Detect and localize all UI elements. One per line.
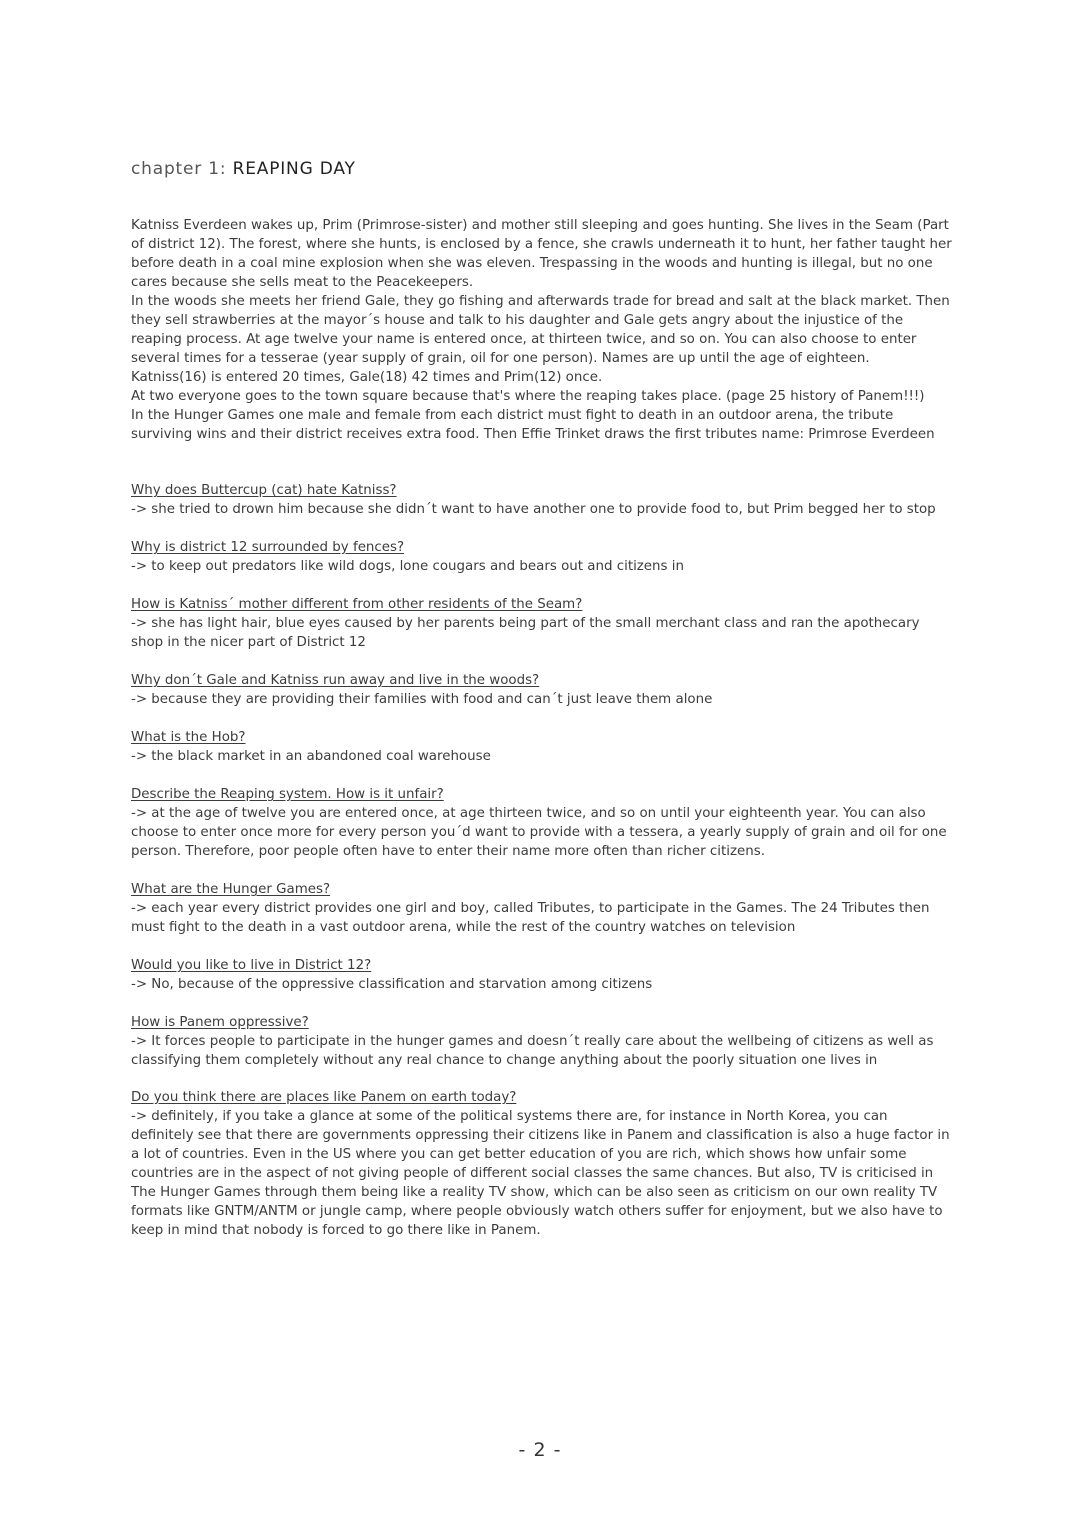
question: Describe the Reaping system. How is it unfair?: [131, 787, 444, 802]
chapter-heading: [131, 159, 356, 179]
answer: -> each year every district provides one girl and boy, called Tributes, to participate in the Games. The 24 Tributes then must fight to the death in a vast outdoor arena, while the rest of the country watches on television: [131, 901, 930, 935]
chapter-heading-prefix: chapter 1:: [131, 159, 233, 179]
answer: -> the black market in an abandoned coal warehouse: [131, 749, 491, 764]
answer: -> at the age of twelve you are entered once, at age thirteen twice, and so on until your eighteenth year. You can also choose to enter once more for every person you´d want to provide with a tessera, a yearly supply of grain and oil for one person. Therefore, poor people often have to enter their name more often than richer citizens.: [131, 806, 947, 859]
question: How is Katniss´ mother different from other residents of the Seam?: [131, 597, 583, 612]
question: Why does Buttercup (cat) hate Katniss?: [131, 483, 397, 498]
qa-item: [131, 880, 953, 937]
question: How is Panem oppressive?: [131, 1015, 309, 1030]
answer: -> It forces people to participate in the hunger games and doesn´t really care about the wellbeing of citizens as well as classifying them completely without any real chance to change anything about the poorly situation one lives in: [131, 1034, 934, 1068]
qa-item: [131, 595, 953, 652]
chapter-heading-title: REAPING DAY: [232, 159, 356, 179]
answer: -> she has light hair, blue eyes caused by her parents being part of the small merchant class and ran the apothecary shop in the nicer part of District 12: [131, 616, 920, 650]
qa-item: [131, 671, 953, 709]
question: Do you think there are places like Panem on earth today?: [131, 1090, 517, 1105]
summary-paragraph: At two everyone goes to the town square because that's where the reaping takes place. (page 25 history of Panem!!!): [131, 389, 925, 404]
summary-paragraph: In the Hunger Games one male and female from each district must fight to death in an outdoor arena, the tribute surviving wins and their district receives extra food. Then Effie Trinket draws the first tributes name: Primrose Everdeen: [131, 408, 935, 442]
question: Would you like to live in District 12?: [131, 958, 372, 973]
chapter-summary: [131, 216, 953, 444]
qa-item: [131, 728, 953, 766]
qa-item: [131, 538, 953, 576]
qa-item: [131, 1088, 953, 1240]
answer: -> to keep out predators like wild dogs, lone cougars and bears out and citizens in: [131, 559, 684, 574]
summary-paragraph: Katniss Everdeen wakes up, Prim (Primrose-sister) and mother still sleeping and goes hunting. She lives in the Seam (Part of district 12). The forest, where she hunts, is enclosed by a fence, she crawls underneath it to hunt, her father taught her before death in a coal mine explosion when she was eleven. Trespassing in the woods and hunting is illegal, but no one cares because she sells meat to the Peacekeepers.: [131, 218, 952, 290]
answer: -> because they are providing their families with food and can´t just leave them alone: [131, 692, 713, 707]
qa-item: [131, 1013, 953, 1070]
qa-item: [131, 785, 953, 861]
question: What is the Hob?: [131, 730, 246, 745]
question: Why don´t Gale and Katniss run away and live in the woods?: [131, 673, 540, 688]
page-number: - 2 -: [518, 1439, 562, 1461]
question: What are the Hunger Games?: [131, 882, 331, 897]
answer: -> she tried to drown him because she didn´t want to have another one to provide food to, but Prim begged her to stop: [131, 502, 936, 517]
question: Why is district 12 surrounded by fences?: [131, 540, 405, 555]
answer: -> No, because of the oppressive classification and starvation among citizens: [131, 977, 653, 992]
summary-paragraph: In the woods she meets her friend Gale, they go fishing and afterwards trade for bread and salt at the black market. Then they sell strawberries at the mayor´s house and talk to his daughter and Gale gets angry about the injustice of the reaping process. At age twelve your name is entered once, at thirteen twice, and so on. You can also choose to enter several times for a tesserae (year supply of grain, oil for one person). Names are up until the age of eighteen.: [131, 294, 950, 366]
qa-item: [131, 956, 953, 994]
summary-paragraph: Katniss(16) is entered 20 times, Gale(18) 42 times and Prim(12) once.: [131, 370, 603, 385]
qa-item: [131, 481, 953, 519]
answer: -> definitely, if you take a glance at some of the political systems there are, for instance in North Korea, you can definitely see that there are governments oppressing their citizens like in Panem and classification is also a huge factor in a lot of countries. Even in the US where you can get better education of you are rich, which shows how unfair some countries are in the aspect of not giving people of different social classes the same chances. But also, TV is criticised in The Hunger Games through them being like a reality TV show, which can be also seen as criticism on our own reality TV formats like GNTM/ANTM or jungle camp, where people obviously watch others suffer for enjoyment, but we also have to keep in mind that nobody is forced to go there like in Panem.: [131, 1109, 950, 1238]
